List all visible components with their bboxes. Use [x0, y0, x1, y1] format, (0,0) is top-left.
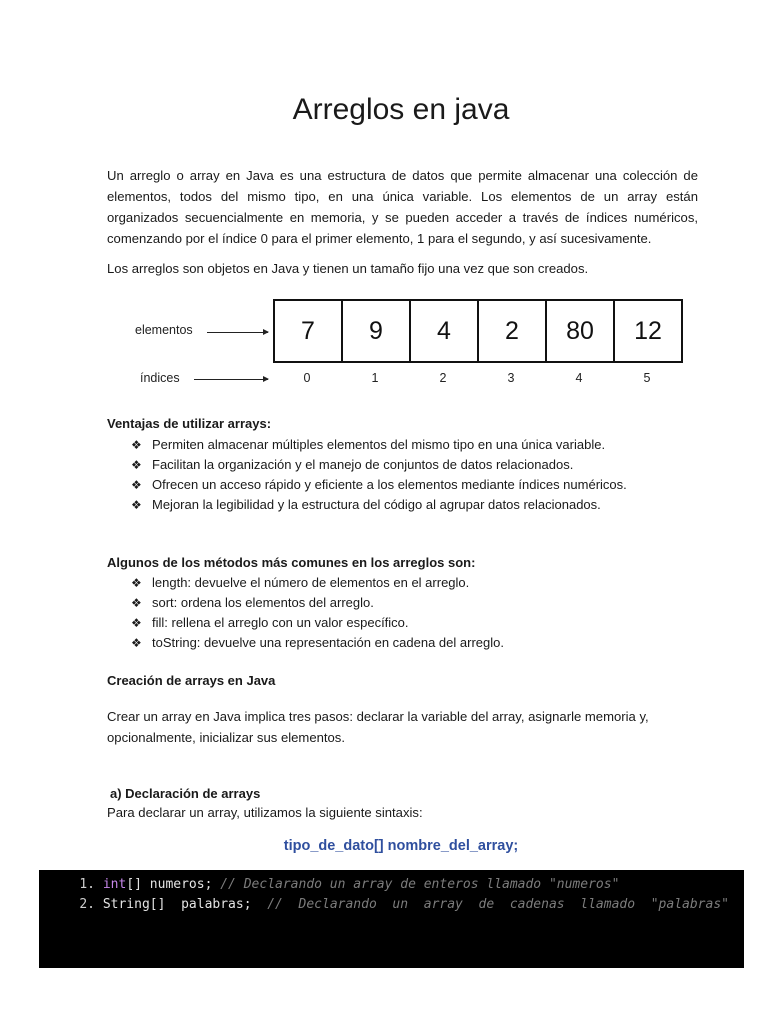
bullet-diamond-icon: ❖ — [131, 438, 142, 452]
advantages-list — [131, 435, 627, 515]
list-item: ❖ length: devuelve el número de elementos en el arreglo. — [131, 573, 504, 593]
array-diagram — [120, 292, 690, 392]
code-block — [39, 870, 744, 968]
list-item: ❖ sort: ordena los elementos del arreglo. — [131, 593, 504, 613]
advantages-heading: Ventajas de utilizar arrays: — [107, 416, 272, 431]
list-item: ❖ Mejoran la legibilidad y la estructura del código al agrupar datos relacionados. — [131, 495, 627, 515]
indices-arrow — [194, 379, 268, 380]
array-index: 5 — [643, 371, 651, 385]
bullet-diamond-icon: ❖ — [131, 478, 142, 492]
list-item: ❖ toString: devuelve una representación en cadena del arreglo. — [131, 633, 504, 653]
creation-heading: Creación de arrays en Java — [107, 673, 276, 688]
methods-list — [131, 573, 504, 653]
array-index: 2 — [439, 371, 447, 385]
array-cell: 80 — [547, 301, 615, 361]
code-comment: // Declarando un array de cadenas llamado "palabras" — [267, 897, 729, 912]
methods-heading: Algunos de los métodos más comunes en los arreglos son: — [107, 555, 476, 570]
array-cell: 12 — [634, 316, 662, 345]
line-number: 2. — [79, 897, 95, 912]
intro-paragraph: Un arreglo o array en Java es una estructura de datos que permite almacenar una colección de elementos, todos del mismo tipo, en una única variable. Los elementos de un array están organizados secuencialmente en memoria, y se pueden acceder a través de índices numéricos, comenzando por el índice 0 para el primer elemento, 1 para el segundo, y así sucesivamente. — [107, 168, 698, 246]
list-item: ❖ fill: rellena el arreglo con un valor específico. — [131, 613, 504, 633]
elements-arrow — [207, 332, 268, 333]
array-cell: 4 — [411, 301, 479, 361]
line-number: 1. — [79, 877, 95, 892]
bullet-diamond-icon: ❖ — [131, 458, 142, 472]
creation-paragraph: Crear un array en Java implica tres pasos: declarar la variable del array, asignarle memoria y, opcionalmente, inicializar sus elementos. — [107, 709, 649, 745]
bullet-diamond-icon: ❖ — [131, 498, 142, 512]
bullet-diamond-icon: ❖ — [131, 616, 142, 630]
list-item: ❖ Facilitan la organización y el manejo de conjuntos de datos relacionados. — [131, 455, 627, 475]
elements-label: elementos — [135, 323, 193, 337]
array-index: 4 — [575, 371, 583, 385]
array-index: 0 — [303, 371, 311, 385]
list-item: ❖ Ofrecen un acceso rápido y eficiente a los elementos mediante índices numéricos. — [131, 475, 627, 495]
syntax-example: tipo_de_dato[] nombre_del_array; — [283, 838, 519, 854]
objects-note: Los arreglos son objetos en Java y tienen un tamaño fijo una vez que son creados. — [107, 261, 589, 276]
bullet-diamond-icon: ❖ — [131, 576, 142, 590]
array-cell: 9 — [343, 301, 411, 361]
declaration-heading: a) Declaración de arrays — [110, 786, 261, 801]
list-item: ❖ Permiten almacenar múltiples elementos del mismo tipo en una única variable. — [131, 435, 627, 455]
code-text: [] numeros; — [126, 877, 221, 892]
code-keyword: int — [102, 877, 127, 892]
code-text: String[] palabras; — [102, 897, 268, 912]
array-index: 1 — [371, 371, 379, 385]
declaration-text: Para declarar un array, utilizamos la siguiente sintaxis: — [107, 805, 423, 820]
code-line — [39, 875, 619, 895]
bullet-diamond-icon: ❖ — [131, 636, 142, 650]
code-line — [39, 895, 729, 915]
bullet-diamond-icon: ❖ — [131, 596, 142, 610]
indices-label: índices — [140, 371, 180, 385]
page-title: Arreglos en java — [292, 93, 510, 126]
array-cell: 2 — [479, 301, 547, 361]
array-cells — [273, 299, 683, 363]
array-cell: 7 — [275, 301, 343, 361]
code-comment: // Declarando un array de enteros llamado "numeros" — [220, 877, 620, 892]
array-index: 3 — [507, 371, 515, 385]
